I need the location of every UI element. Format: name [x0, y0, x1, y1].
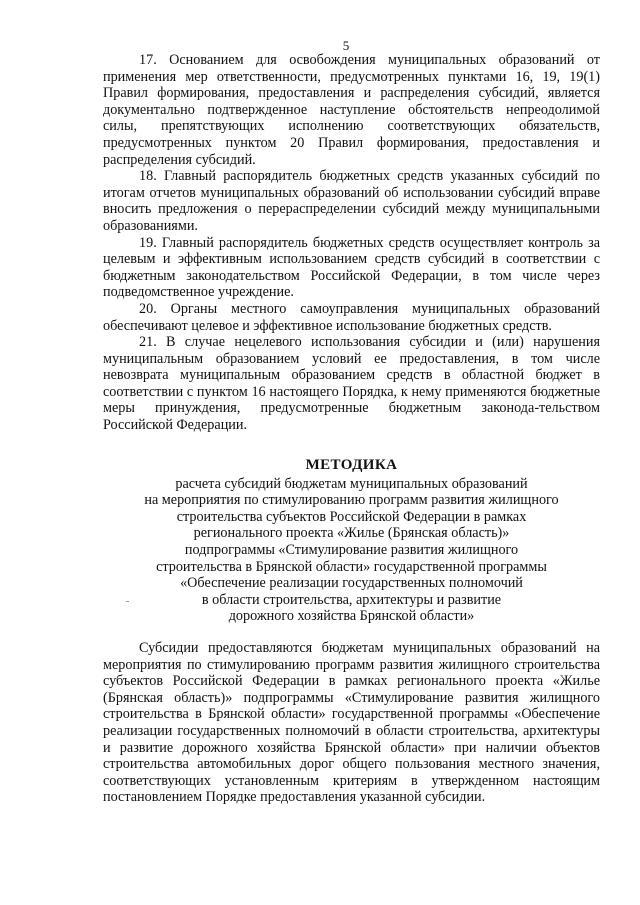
paragraph-20: 20. Органы местного самоуправления муниципальных образований обеспечивают целевое и эффективное использование бюджетных средств. [103, 300, 600, 334]
heading-line: регионального проекта «Жилье (Брянская область)» [193, 525, 510, 542]
heading-line: подпрограммы «Стимулирование развития жилищного [184, 541, 519, 558]
paragraph-21: 21. В случае нецелевого использования субсидии и (или) нарушения муниципальным образованием условий ее предоставления, в том числе невозврата муниципальным образованием средств в областной бюджет в соответствии с пунктом 16 настоящего Порядка, к нему применяются бюджетные меры принуждения, предусмотренные бюджетным законода-тельством Российской Федерации. [103, 334, 600, 434]
bottom-paragraphs [103, 640, 600, 806]
methodology-heading [103, 457, 600, 625]
paragraph-17: 17. Основанием для освобождения муниципальных образований от применения мер ответственности, предусмотренных пунктами 16, 19, 19(1) Правил формирования, предоставления и распределения субсидий, является документально подтвержденное наступление обстоятельств непреодолимой силы, препятствующих исполнению соответствующих обязательств, предусмотренных пунктом 20 Правил формирования, предоставления и распределения субсидий. [103, 52, 600, 168]
scan-mark [126, 601, 129, 602]
page-number: 5 [342, 38, 350, 53]
heading-line: дорожного хозяйства Брянской области» [228, 608, 475, 625]
subsidy-paragraph: Субсидии предоставляются бюджетам муниципальных образований на мероприятия по стимулированию программ развития жилищного строительства субъектов Российской Федерации в рамках регионального проекта «Жилье (Брянская область)» подпрограммы «Стимулирование развития жилищного строительства в Брянской области» государственной программы «Обеспечение реализации государственных полномочий в области строительства, архитектуры и развитие дорожного хозяйства Брянской области» при наличии объектов строительства автомобильных дорог общего пользования местного значения, соответствующих установленным критериям в утвержденном настоящим постановлением Порядке предоставления указанной субсидии. [103, 640, 600, 806]
heading-title: МЕТОДИКА [305, 457, 398, 473]
paragraph-18: 18. Главный распорядитель бюджетных средств указанных субсидий по итогам отчетов муниципальных образований об использовании субсидий вправе вносить предложения о перераспределении субсидий между муниципальными образованиями. [103, 168, 600, 234]
heading-line: расчета субсидий бюджетам муниципальных образований [175, 475, 528, 492]
heading-line: в области строительства, архитектуры и развитие [201, 591, 502, 608]
heading-line: на мероприятия по стимулированию программ развития жилищного [144, 492, 559, 509]
heading-line: строительства субъектов Российской Федерации в рамках [176, 508, 527, 525]
top-paragraphs [103, 52, 600, 434]
heading-line: строительства в Брянской области» государственной программы [156, 558, 547, 575]
paragraph-19: 19. Главный распорядитель бюджетных средств осуществляет контроль за целевым и эффективным использованием средств субсидий в соответствии с бюджетным законодательством Российской Федерации, в том числе через подведомственное учреждение. [103, 234, 600, 301]
heading-line: «Обеспечение реализации государственных полномочий [180, 575, 523, 592]
